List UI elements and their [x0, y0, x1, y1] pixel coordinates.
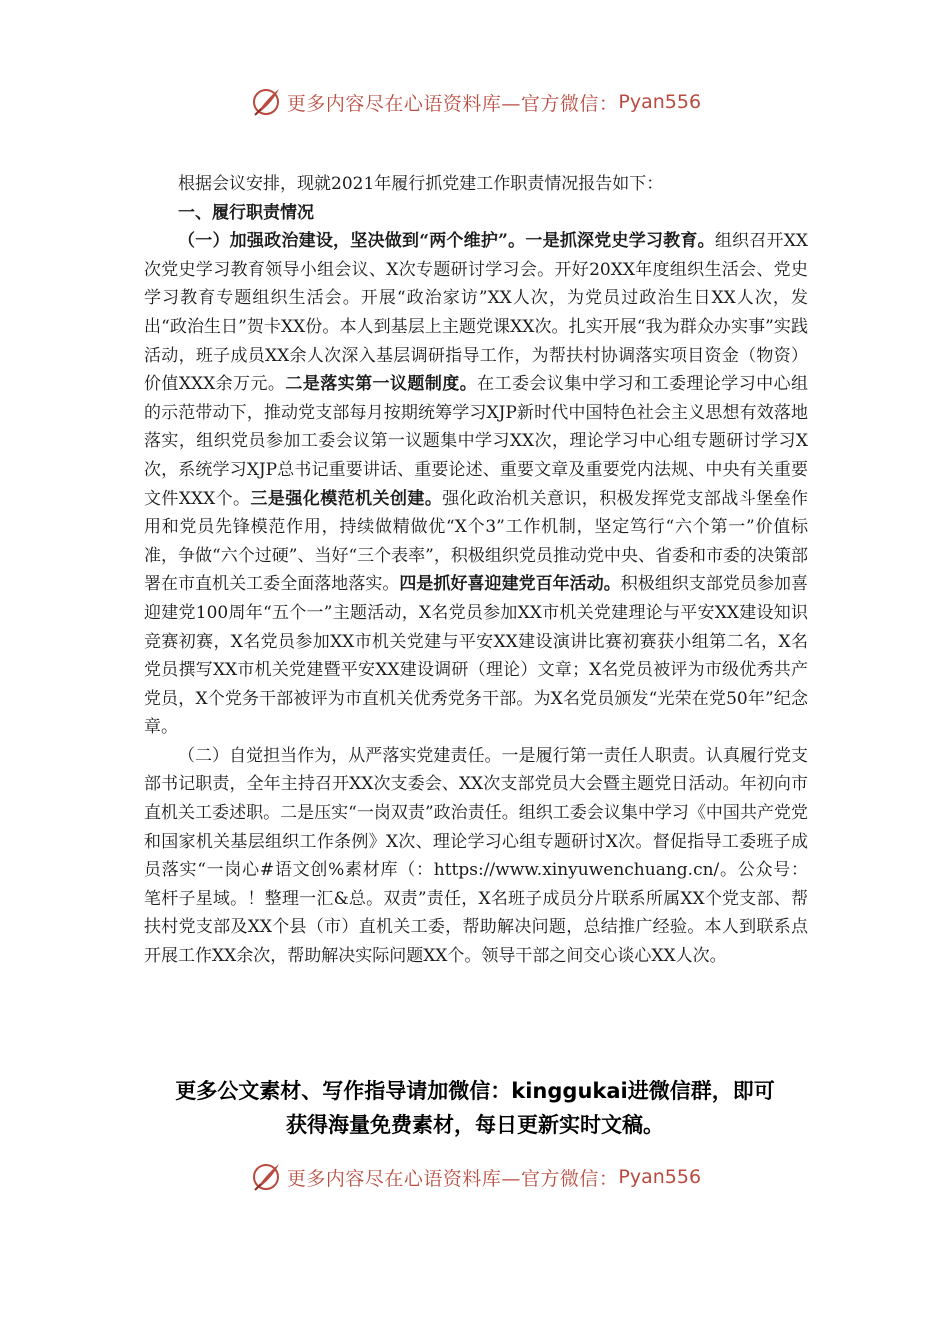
- point1-body: 组织召开XX次党史学习教育领导小组会议、X次专题研讨学习会。开好20XX年度组织生活会、党史学习教育专题组织生活会。开展“政治家访”XX人次，为党员过政治生日XX人次，发出“政治生日”贺卡XX份。本人到基层上主题党课XX次。扎实开展“我为群众办实事”实践活动，班子成员XX余人次深入基层调研指导工作，为帮扶村协调落实项目资金（物资）价值XXX余万元。: [144, 231, 808, 395]
- paragraph-political-building: [144, 227, 808, 742]
- banner-wechat-id: Pyan556: [618, 1166, 702, 1188]
- promo-line-1: 更多公文素材、写作指导请加微信：kinggukai进微信群，即可: [175, 1079, 775, 1103]
- quill-pen-logo-icon: [249, 85, 283, 119]
- point3-body: 强化政治机关意识，积极发挥党支部战斗堡垒作用和党员先锋模范作用，持续做精做优“X个3”工作机制，坚定笃行“六个第一”价值标准，争做“六个过硬”、当好“三个表率”，积极组织党员推动党中央、省委和市委的决策部署在市直机关工委全面落地落实。: [144, 488, 809, 595]
- banner-text: 更多内容尽在心语资料库—官方微信：: [286, 1167, 619, 1190]
- point1-title: 一是抓深党史学习教育。: [525, 231, 715, 252]
- point2-title: 二是落实第一议题制度。: [285, 374, 478, 395]
- point2-body: 在工委会议集中学习和工委理论学习中心组的示范带动下，推动党支部每月按期统筹学习XJP新时代中国特色社会主义思想有效落地落实，组织党员参加工委会议第一议题集中学习XX次，理论学习中心组专题研讨学习X次，系统学习XJP总书记重要讲话、重要论述、重要文章及重要党内法规、中央有关重要文件XXX个。: [144, 374, 808, 509]
- point4-title: 四是抓好喜迎建党百年活动。: [399, 574, 621, 595]
- para1-heading: （一）加强政治建设，坚决做到“两个维护”。: [178, 231, 526, 252]
- banner-wechat-id: Pyan556: [618, 91, 702, 113]
- intro-paragraph: 根据会议安排，现就2021年履行抓党建工作职责情况报告如下：: [178, 174, 664, 194]
- section-heading: 一、履行职责情况: [178, 202, 314, 223]
- header-banner: [0, 82, 950, 122]
- quill-pen-logo-icon: [249, 1160, 283, 1194]
- paragraph-responsibility: （二）自觉担当作为，从严落实党建责任。一是履行第一责任人职责。认真履行党支部书记职责，全年主持召开XX次支委会、XX次支部党员大会暨主题党日活动。年初向市直机关工委述职。二是压实“一岗双责”政治责任。组织工委会议集中学习《中国共产党党和国家机关基层组织工作条例》X次、理论学习心组专题研讨X次。督促指导工委班子成员落实“一岗心#语文创%素材库（：https://www.xinyuwenchuang.cn/。公众号：笔杆子星域。！整理一汇&总。双责”责任，X名班子成员分片联系所属XX个党支部、帮扶村党支部及XX个县（市）直机关工委，帮助解决问题，总结推广经验。本人到联系点开展工作XX余次，帮助解决实际问题XX个。领导干部之间交心谈心XX人次。: [144, 745, 808, 967]
- footer-banner: [0, 1157, 950, 1197]
- banner-text: 更多内容尽在心语资料库—官方微信：: [286, 92, 619, 115]
- promo-line-2: 获得海量免费素材，每日更新实时文稿。: [286, 1113, 664, 1137]
- point3-title: 三是强化模范机关创建。: [250, 488, 443, 509]
- document-body: [144, 170, 808, 971]
- point4-body: 积极组织支部党员参加喜迎建党100周年“五个一”主题活动，X名党员参加XX市机关党建理论与平安XX建设知识竞赛初赛，X名党员参加XX市机关党建与平安XX建设演讲比赛初赛获小组第二名，X名党员撰写XX市机关党建暨平安XX建设调研（理论）文章；X名党员被评为市级优秀共产党员，X个党务干部被评为市直机关优秀党务干部。为X名党员颁发“光荣在党50年”纪念章。: [144, 574, 809, 738]
- promo-notice: [110, 1074, 840, 1142]
